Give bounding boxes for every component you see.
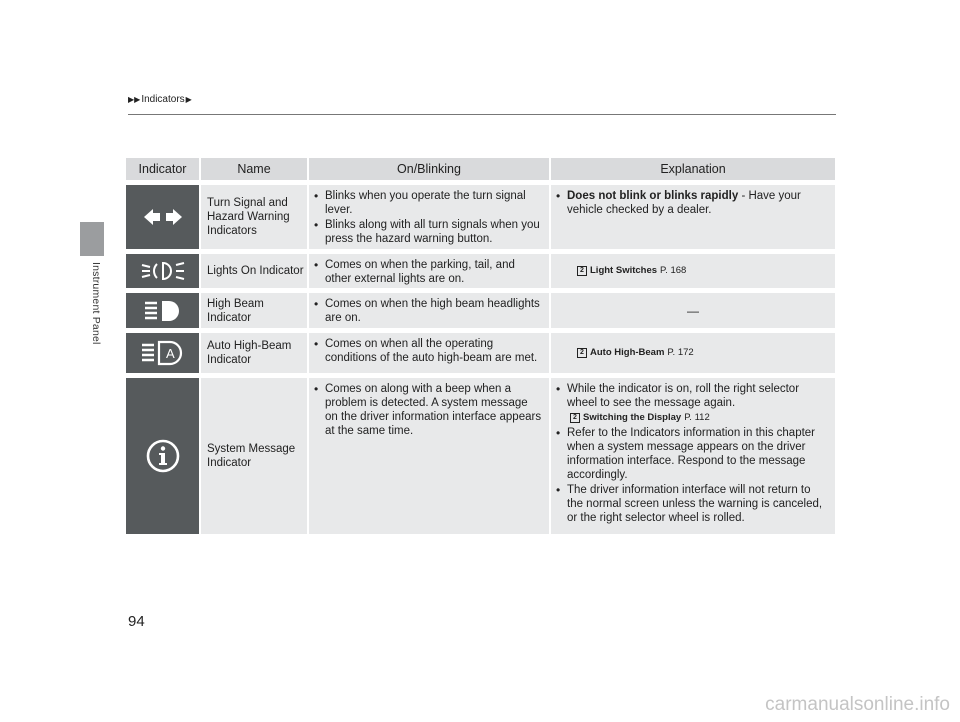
triangle-right-icon: ▶▶ [128, 95, 141, 104]
explanation-cell [551, 293, 835, 328]
on-blinking-cell: • Comes on when all the operating conditions of the auto high-beam are met. [309, 333, 551, 373]
page-number: 94 [128, 613, 145, 630]
explanation-cell: • While the indicator is on, roll the right selector wheel to see the message again. 2 Switching the Display P. 112 • Refer to the Indicators information in this chapter when a system message appears on the driver information interface. Respond to the message accordingly. • The driver information interface will not return to the normal screen unless the warning is canceled, or the right selector wheel is rolled. [551, 378, 835, 534]
indicator-name: Turn Signal and Hazard Warning Indicators [201, 185, 309, 249]
svg-text:A: A [165, 346, 175, 361]
table-row [126, 378, 835, 534]
page-reference[interactable]: 2 Light Switches P. 168 [551, 254, 835, 288]
breadcrumb-text[interactable]: Indicators [141, 94, 185, 105]
on-blinking-cell: • Comes on when the high beam headlights are on. [309, 293, 551, 328]
chapter-tab [80, 222, 104, 256]
triangle-right-icon: ▶ [185, 95, 192, 104]
explanation-cell: • Does not blink or blinks rapidly - Have your vehicle checked by a dealer. [556, 189, 801, 216]
indicator-name: High Beam Indicator [201, 293, 309, 328]
info-icon [126, 378, 201, 534]
high-beam-icon [126, 293, 201, 328]
turn-signal-arrows-icon [126, 185, 201, 249]
chapter-label: Instrument Panel [90, 262, 102, 345]
page-reference[interactable]: 2 Switching the Display P. 112 [570, 411, 829, 425]
explanation-cell [551, 333, 835, 373]
col-indicator: Indicator [126, 158, 201, 180]
lights-on-icon [126, 254, 201, 288]
explanation-cell [551, 254, 835, 288]
on-blinking-cell: • Comes on along with a beep when a problem is detected. A system message on the driver information interface appears at the same time. [309, 378, 551, 534]
indicator-table [126, 158, 835, 534]
col-explanation: Explanation [660, 162, 726, 176]
auto-high-beam-icon [126, 333, 201, 373]
table-row [126, 254, 835, 288]
indicator-name: Auto High-Beam Indicator [201, 333, 309, 373]
table-row [126, 333, 835, 373]
col-on-blinking: On/Blinking [309, 158, 551, 180]
no-explanation-dash: — [687, 303, 699, 318]
breadcrumb [128, 94, 192, 105]
on-blinking-cell: • Comes on when the parking, tail, and other external lights are on. [309, 254, 551, 288]
watermark: carmanualsonline.info [765, 694, 950, 715]
table-header [126, 158, 835, 180]
col-name: Name [201, 158, 309, 180]
indicator-name: System Message Indicator [201, 378, 309, 534]
header-rule [128, 114, 836, 115]
table-row [126, 293, 835, 328]
on-blinking-cell: • Blinks when you operate the turn signal lever. • Blinks along with all turn signals when you press the hazard warning button. [309, 185, 551, 249]
page-reference[interactable]: 2 Auto High-Beam P. 172 [551, 333, 835, 373]
indicator-name: Lights On Indicator [201, 254, 309, 288]
table-row [126, 185, 835, 249]
